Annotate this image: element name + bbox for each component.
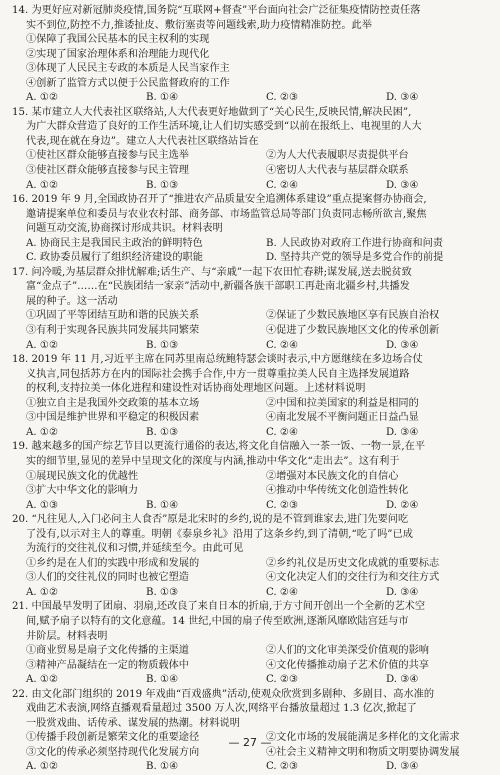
answer-options: [12, 586, 494, 601]
statement-item: ③人们的交往礼仪的同时也被它塑造: [26, 572, 189, 584]
answer-option[interactable]: B. ①④: [146, 761, 179, 773]
statement-item: ①乡约是在人们的实践中形成和发展的: [26, 557, 200, 569]
statement-grid: [12, 397, 494, 426]
answer-option[interactable]: B. ①③: [146, 339, 179, 351]
statement-grid: [12, 557, 494, 586]
statement-item: ③中国是维护世界和平稳定的积极因素: [26, 412, 200, 424]
question-stem-line: 一股赏戏曲、话传承、谋发展的热潮。材料说明: [26, 717, 240, 729]
statement-item: ②增强对本民族文化的自信心: [266, 470, 399, 482]
answer-option[interactable]: D. ③④: [386, 339, 419, 351]
answer-option[interactable]: B. ①④: [146, 674, 179, 686]
answer-option[interactable]: C. ②④: [266, 426, 299, 438]
answer-options: [12, 91, 494, 106]
statement-item: ①保障了我国公民基本的民主权利的实现: [26, 34, 210, 46]
statement-item: ④社会主义精神文明和物质文明要协调发展: [266, 746, 460, 758]
statement-item: ①展现民族文化的优越性: [26, 470, 139, 482]
answer-option[interactable]: C. ②③: [266, 674, 299, 686]
page-number: — 27 —: [228, 736, 272, 749]
answer-option[interactable]: C. ②③: [266, 761, 299, 773]
statement-item: ④南北发展不平衡问题正日益凸显: [266, 412, 419, 424]
answer-option[interactable]: C. ②③: [266, 92, 299, 104]
question-stem-line: 实不到位,防控不力,推诿扯皮、敷衍塞责等问题线索,助力疫情精准防控。此举: [26, 19, 372, 31]
statement-item: C. 政协委员履行了组织经济建设的职能: [26, 252, 203, 264]
answer-option[interactable]: C. ②③: [266, 499, 299, 511]
statement-grid: [12, 644, 494, 673]
question-block: [12, 353, 494, 440]
question-stem-line: 的权利,支持拉美一体化进程和建设性对话协商处理地区问题。上述材料说明: [26, 383, 366, 395]
statement-item: ③扩大中华文化的影响力: [26, 485, 139, 497]
statement-item: D. 坚持共产党的领导是多党合作的前提: [266, 252, 444, 264]
answer-option[interactable]: B. ①④: [146, 499, 179, 511]
answer-option[interactable]: B. ①③: [146, 426, 179, 438]
question-stem-line: 为流行的交往礼仪和习惯,并延续至今。由此可见: [26, 543, 244, 555]
statement-grid: [12, 237, 494, 266]
question-stem-line: 17. 问冷暖,为基层群众排忧解难;话生产、与“亲戚”一起下农田忙春耕;谋发展,送去脱贫致: [12, 266, 412, 278]
question-stem-line: 21. 中国最早发明了团扇、羽扇,还改良了来自日本的折扇,于方寸间开创出一个全新的艺术空: [12, 601, 426, 613]
answer-option[interactable]: D. ③④: [386, 179, 419, 191]
question-block: [12, 513, 494, 600]
question-stem-line: 问题互动交流,协商探讨形成共识。材料表明: [26, 223, 223, 235]
answer-options: [12, 339, 494, 354]
statement-item: ②中国和拉美国家的利益是相同的: [266, 397, 419, 409]
answer-option[interactable]: A. ①②: [26, 761, 59, 773]
question-stem-line: 代表,现在就在身边”。建立人大代表社区联络站旨在: [26, 135, 259, 147]
question-stem-line: 16. 2019 年 9 月,全国政协召开了“推进农产品质量安全追溯体系建设”重点提案督办协商会,: [12, 194, 427, 206]
answer-option[interactable]: A. ①②: [26, 92, 59, 104]
question-stem-line: 22. 由文化部门组织的 2019 年戏曲“百戏盛典”活动,使观众欣赏到多剧种、多剧目、高水准的: [12, 688, 435, 700]
answer-options: [12, 499, 494, 514]
answer-option[interactable]: B. ①④: [146, 92, 179, 104]
statement-item: ②人们的文化审美深受价值观的影响: [266, 645, 429, 657]
statement-item: ①传播手段创新是繁荣文化的重要途径: [26, 732, 200, 744]
question-stem-line: 15. 某市建立人大代表社区联络站,人大代表更好地做到了“关心民生,反映民情,解决民困”,: [12, 106, 412, 118]
statement-item: ①独立自主是我国外交政策的基本立场: [26, 397, 200, 409]
answer-option[interactable]: A. ①②: [26, 674, 59, 686]
answer-option[interactable]: B. ①③: [146, 179, 179, 191]
answer-options: [12, 179, 494, 194]
question-block: [12, 4, 494, 106]
statement-item: ④文化传播推动扇子艺术价值的共享: [266, 659, 429, 671]
questions-container: [12, 4, 494, 775]
statement-item: ③有利于实现各民族共同发展共同繁荣: [26, 325, 200, 337]
answer-options: [12, 760, 494, 775]
question-stem-line: 实的细节里,显见的差异中呈现文化的深度与内涵,推动中华文化“走出去”。这有利于: [26, 455, 400, 467]
question-block: [12, 106, 494, 193]
statement-item: ②为人大代表履职尽责提供平台: [266, 150, 409, 162]
answer-option[interactable]: C. ②④: [266, 339, 299, 351]
question-stem-line: 20. “凡往见人,入门必问主人食否”原是北宋时的乡约,说的是不管到谁家去,进门先要问吃: [12, 514, 409, 526]
statement-item: ④密切人大代表与基层群众联系: [266, 165, 409, 177]
statement-item: ③精神产品凝结在一定的物质载体中: [26, 659, 189, 671]
question-stem-line: 井阶层。材料表明: [26, 630, 108, 642]
statement-item: ②乡约礼仪是历史文化成就的重要标志: [266, 557, 440, 569]
answer-option[interactable]: D. ②④: [386, 499, 419, 511]
question-stem-line: 义执言,同包括苏方在内的国际社会携手合作,中方一贯尊重拉美人民自主选择发展道路: [26, 368, 410, 380]
question-stem-line: 为广大群众营造了良好的工作生活环境,让人们切实感受到“以前在报纸上、电视里的人大: [26, 121, 422, 133]
statement-grid: [12, 470, 494, 499]
answer-option[interactable]: A. ①③: [26, 499, 59, 511]
answer-option[interactable]: A. ①②: [26, 339, 59, 351]
question-stem-line: 18. 2019 年 11 月,习近平主席在同苏里南总统鲍特瑟会谈时表示,中方愿继续在多边场合仗: [12, 354, 423, 366]
answer-option[interactable]: A. ①②: [26, 426, 59, 438]
statement-item: ④创新了监管方式以便于公民监督政府的工作: [26, 77, 230, 89]
statement-item: B. 人民政协对政府工作进行协商和问责: [266, 237, 443, 249]
question-block: [12, 266, 494, 353]
statement-item: ④促进了少数民族地区文化的传承创新: [266, 325, 440, 337]
answer-option[interactable]: A. ①②: [26, 179, 59, 191]
question-block: [12, 600, 494, 687]
statement-item: ①使社区群众能够直接参与民主选举: [26, 150, 189, 162]
statement-item: ③使社区群众能够直接参与民主管理: [26, 165, 189, 177]
statement-item: ②保证了少数民族地区享有民族自治权: [266, 310, 440, 322]
answer-options: [12, 673, 494, 688]
question-block: [12, 688, 494, 775]
answer-option[interactable]: D. ③④: [386, 426, 419, 438]
answer-option[interactable]: A. ①②: [26, 586, 59, 598]
question-stem-line: 了没有,以示对主人的尊重。明朝《泰泉乡礼》沿用了这条乡约,到了清朝,“吃了吗”已成: [26, 528, 413, 540]
question-block: [12, 193, 494, 266]
answer-option[interactable]: D. ③④: [386, 761, 419, 773]
question-stem-line: 邀请提案单位和委员与农业农村部、商务部、市场监管总局等部门负责同志畅所欲言,聚焦: [26, 208, 427, 220]
statement-item: ③文化的传承必须坚持现代化发展方向: [26, 746, 200, 758]
statement-item: A. 协商民主是我国民主政治的鲜明特色: [26, 237, 203, 249]
answer-option[interactable]: D. ③④: [386, 674, 419, 686]
question-block: [12, 440, 494, 513]
statement-item: ②文化市场的发展能满足多样化的文化需求: [266, 732, 460, 744]
statement-item: ③体现了人民民主专政的本质是人民当家作主: [26, 63, 230, 75]
answer-options: [12, 426, 494, 441]
answer-option[interactable]: B. ①③: [146, 586, 179, 598]
question-stem-line: 间,赋予扇子以特有的文化意蕴。14 世纪,中国的扇子传至欧洲,逐渐风靡欧陆宫廷与市: [26, 615, 409, 627]
question-stem-line: 富“金点子”……在“民族团结一家亲”活动中,新疆各族干部职工再赴南北疆乡村,共播发: [26, 281, 410, 293]
statement-item: ①商业贸易是扇子文化传播的主渠道: [26, 645, 189, 657]
statement-item: ①巩固了平等团结互助和谐的民族关系: [26, 310, 200, 322]
statement-item: ④文化决定人们的交往行为和交往方式: [266, 572, 440, 584]
statement-item: ②实现了国家治理体系和治理能力现代化: [26, 48, 210, 60]
question-stem-line: 14. 为更好应对新冠肺炎疫情,国务院“互联网+督查”平台面向社会广泛征集疫情防控责任落: [12, 5, 421, 16]
statement-item: ④推动中华传统文化创造性转化: [266, 485, 409, 497]
statement-grid: [12, 149, 494, 178]
question-stem-line: 19. 越来越多的国产综艺节目以更流行通俗的表达,将文化自信融入一茶一饭、一物一景,在平: [12, 441, 426, 453]
question-stem-line: 展的种子。这一活动: [26, 295, 118, 307]
answer-option[interactable]: C. ②④: [266, 586, 299, 598]
answer-option[interactable]: D. ③④: [386, 92, 419, 104]
answer-option[interactable]: C. ②④: [266, 179, 299, 191]
answer-option[interactable]: D. ③④: [386, 586, 419, 598]
statement-grid: [12, 309, 494, 338]
question-stem-line: 戏曲艺术表演,网络直播观看量超过 3500 万人次,网络平台播放量超过 1.3 亿次,掀起了: [26, 703, 417, 715]
